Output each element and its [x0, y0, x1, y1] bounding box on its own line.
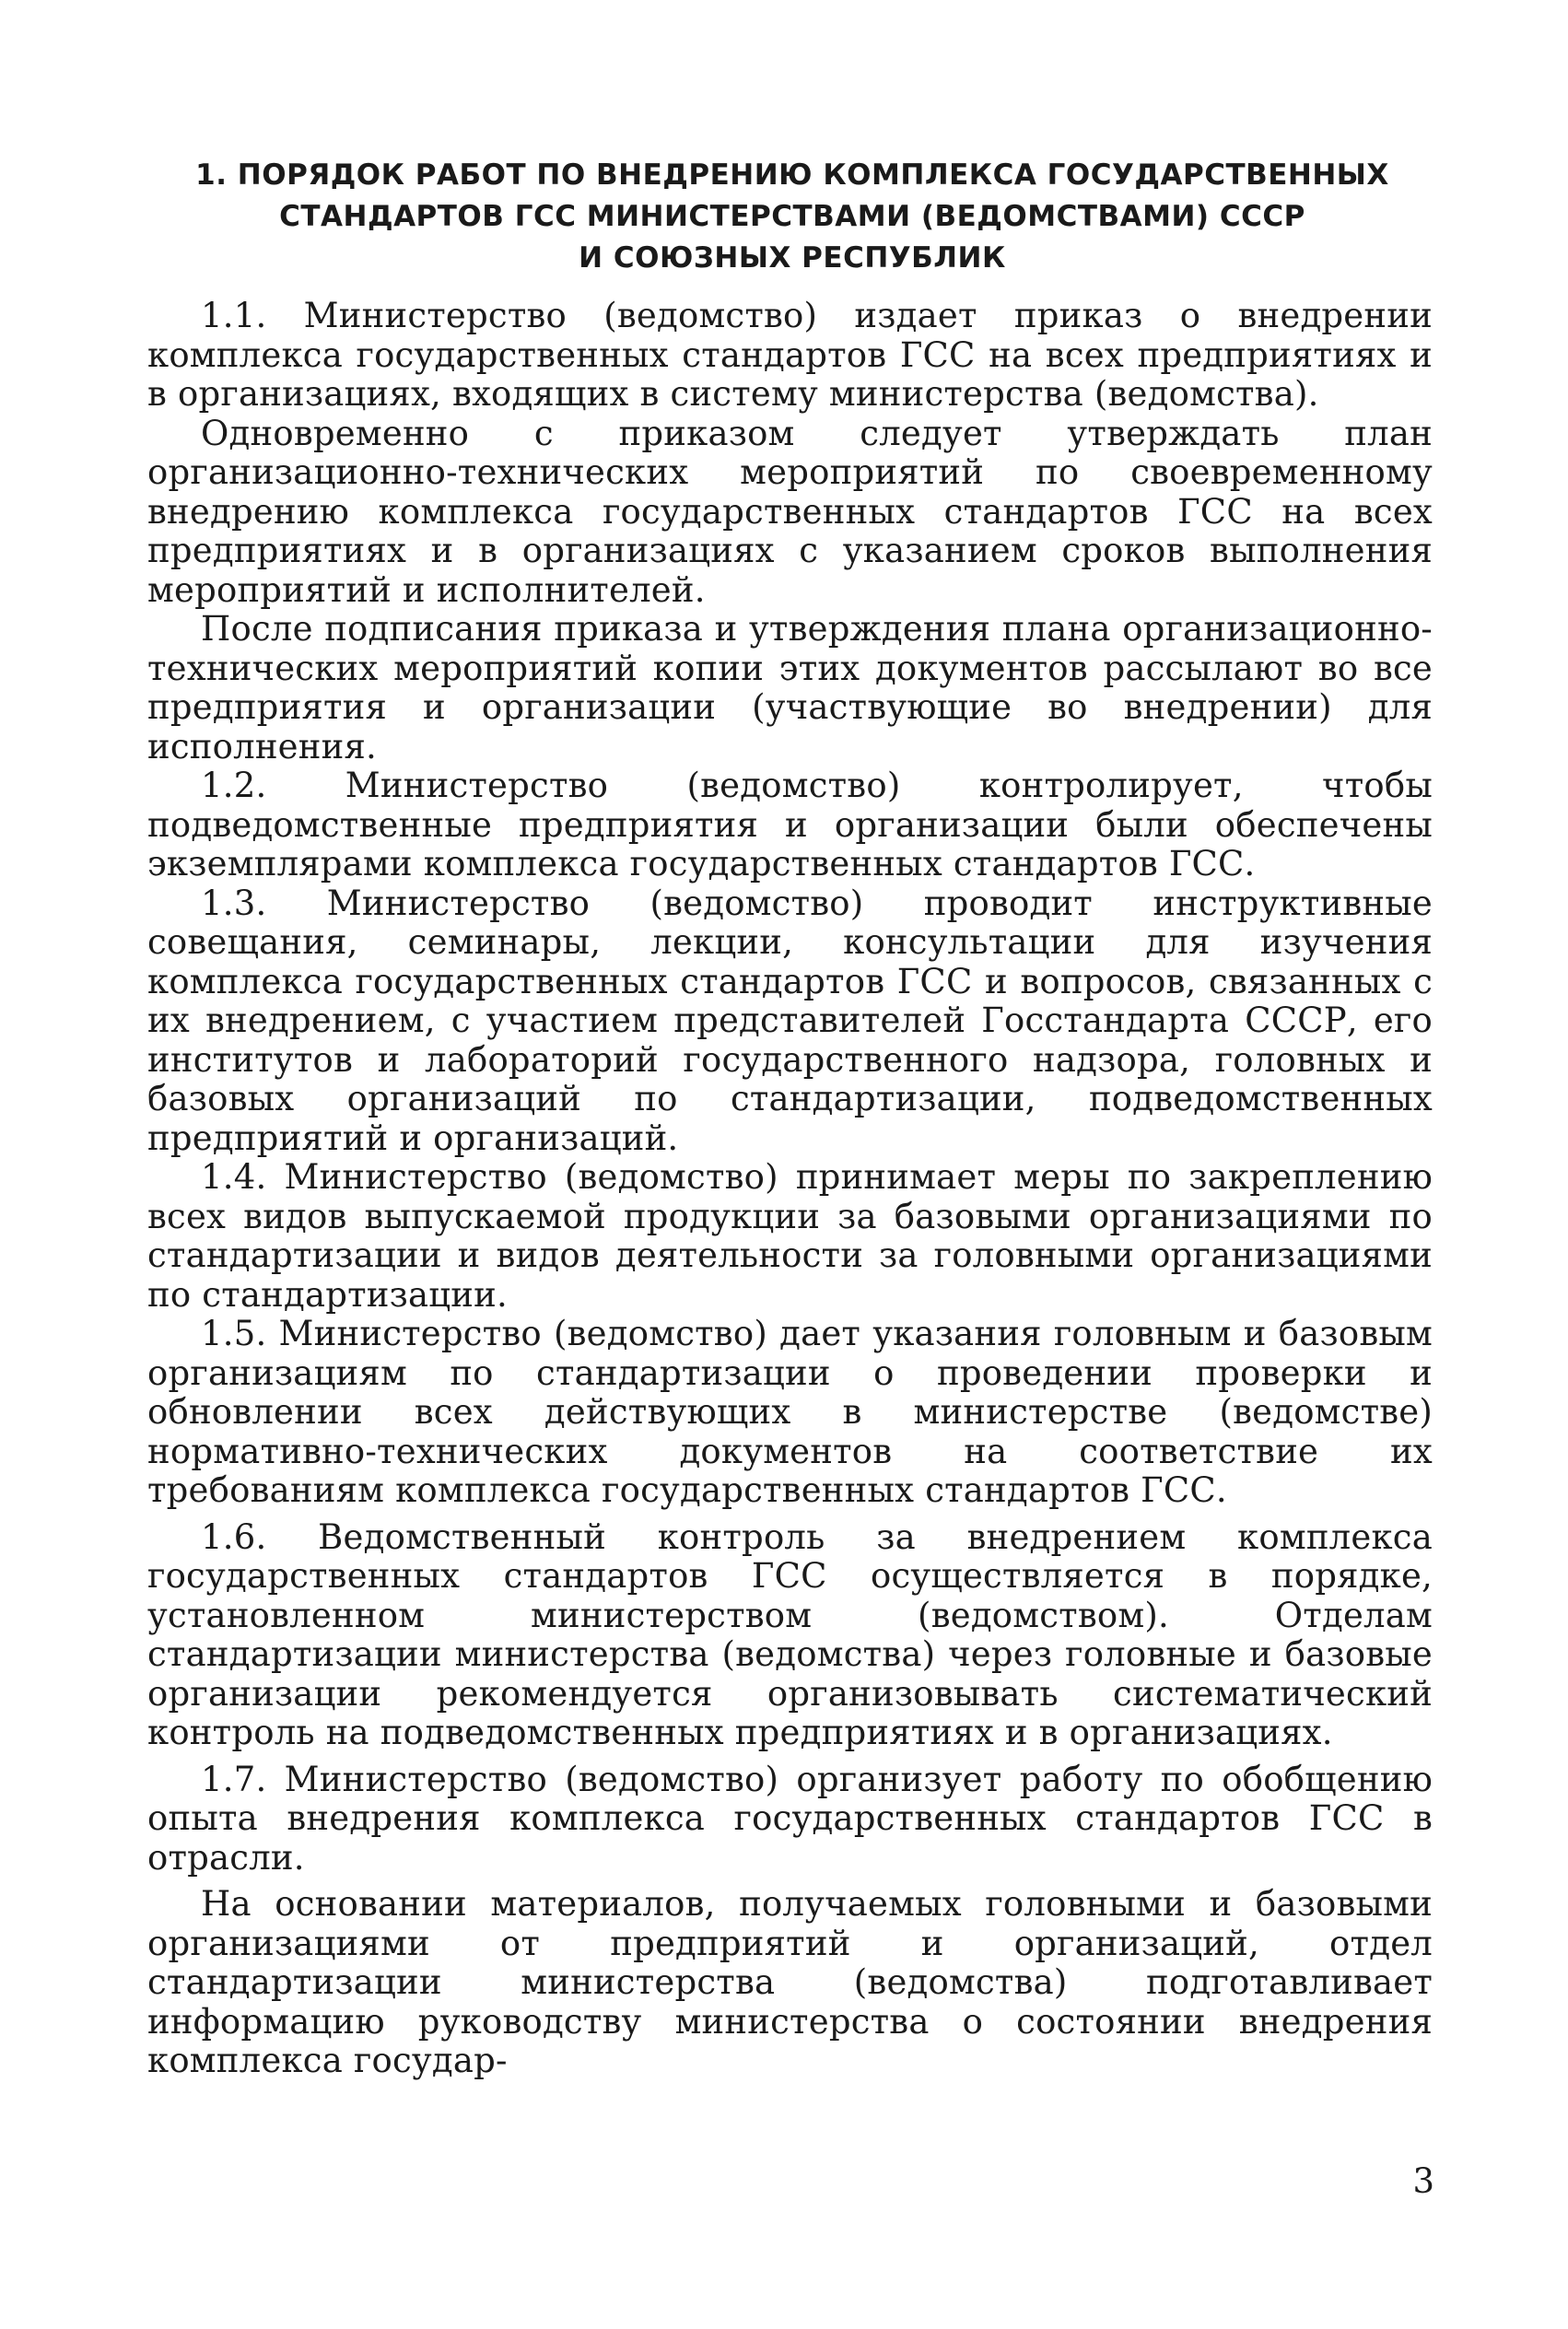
paragraph-1-1-distribution: После подписания приказа и утверждения плана организационно-технических мероприятий копии этих документов рассылают во все предприятия и организации (участвующие во внедрении) для исполнения. — [147, 609, 1433, 767]
section-heading — [147, 155, 1437, 279]
paragraph-1-1: 1.1. Министерство (ведомство) издает приказ о внедрении комплекса государственных стандартов ГСС на всех предприятиях и в организациях, входящих в систему министерства (ведомства). — [147, 296, 1433, 414]
section-heading-line-1: 1. ПОРЯДОК РАБОТ ПО ВНЕДРЕНИЮ КОМПЛЕКСА ГОСУДАРСТВЕННЫХ — [195, 158, 1389, 192]
section-heading-line-2: СТАНДАРТОВ ГСС МИНИСТЕРСТВАМИ (ВЕДОМСТВАМИ) СССР — [279, 200, 1305, 233]
paragraph-1-1-plan: Одновременно с приказом следует утверждать план организационно-технических мероприятий по своевременному внедрению комплекса государственных стандартов ГСС на всех предприятиях и в организациях с указанием сроков выполнения мероприятий и исполнителей. — [147, 413, 1433, 610]
paragraph-1-7-information: На основании материалов, получаемых головными и базовыми организациями от предприятий и организаций, отдел стандартизации министерства (ведомства) подготавливает информацию руководству министерства о состоянии внедрения комплекса государ- — [147, 1884, 1433, 2080]
paragraph-1-6: 1.6. Ведомственный контроль за внедрением комплекса государственных стандартов ГСС осуществляется в порядке, установленном министерством (ведомством). Отделам стандартизации министерства (ведомства) через головные и базовые организации рекомендуется организовывать систематический контроль на подведомственных предприятиях и в организациях. — [147, 1516, 1433, 1752]
paragraph-1-3: 1.3. Министерство (ведомство) проводит инструктивные совещания, семинары, лекции, консультации для изучения комплекса государственных стандартов ГСС и вопросов, связанных с их внедрением, с участием представителей Госстандарта СССР, его институтов и лабораторий государственного надзора, головных и базовых организаций по стандартизации, подведомственных предприятий и организаций. — [147, 883, 1433, 1158]
body-text — [147, 297, 1433, 2081]
paragraph-1-4: 1.4. Министерство (ведомство) принимает меры по закреплению всех видов выпускаемой продукции за базовыми организациями по стандартизации и видов деятельности за головными организациями по стандартизации. — [147, 1157, 1433, 1315]
paragraph-1-5: 1.5. Министерство (ведомство) дает указания головным и базовым организациям по стандартизации о проведении проверки и обновлении всех действующих в министерстве (ведомстве) нормативно-технических документов на соответствие их требованиям комплекса государственных стандартов ГСС. — [147, 1314, 1433, 1510]
section-heading-line-3: И СОЮЗНЫХ РЕСПУБЛИК — [579, 241, 1006, 275]
page-number: 3 — [1412, 2161, 1434, 2201]
paragraph-1-7: 1.7. Министерство (ведомство) организует работу по обобщению опыта внедрения комплекса государственных стандартов ГСС в отрасли. — [147, 1759, 1433, 1878]
paragraph-1-2: 1.2. Министерство (ведомство) контролирует, чтобы подведомственные предприятия и организации были обеспечены экземплярами комплекса государственных стандартов ГСС. — [147, 766, 1433, 884]
